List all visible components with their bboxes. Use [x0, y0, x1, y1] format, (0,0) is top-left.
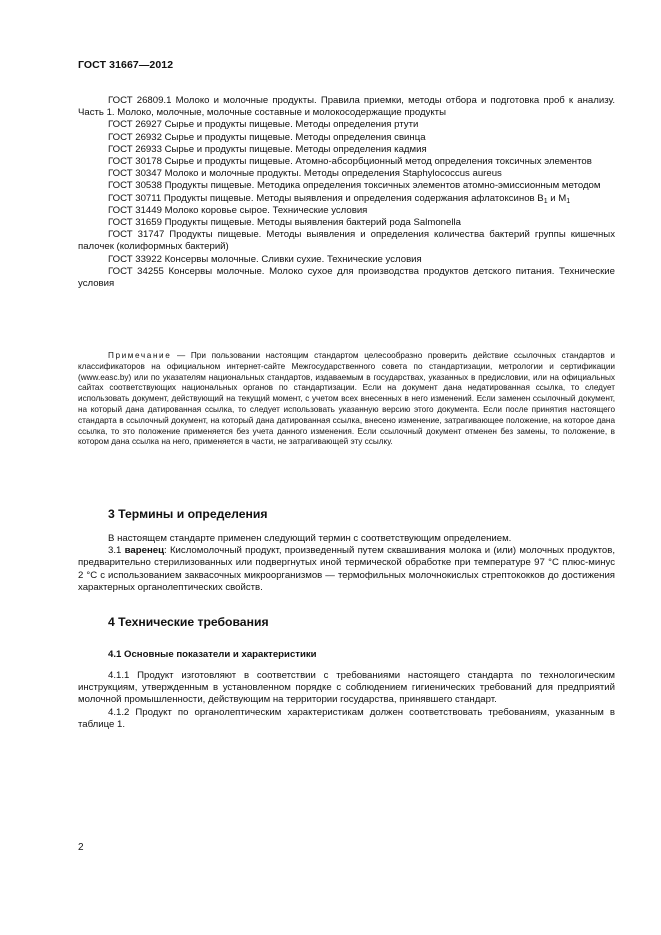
paragraph-4-1-1: 4.1.1 Продукт изготовляют в соответствии с требованиями настоящего стандарта по технологическим инструкциям, утвержденным в установленном порядке с соблюдением гигиенических требований для предприятий молочной промышленности, действующим на территории государства, принявшего стандарт. — [78, 670, 615, 706]
page-number: 2 — [78, 842, 84, 853]
subscript: 1 — [543, 197, 548, 205]
term-name: варенец — [124, 545, 164, 557]
reference-item: ГОСТ 26932 Сырье и продукты пищевые. Методы определения свинца — [108, 131, 426, 143]
subsection-4-1-title: 4.1 Основные показатели и характеристики — [108, 649, 317, 660]
reference-item: ГОСТ 30347 Молоко и молочные продукты. Методы определения Staphylococcus aureus — [108, 168, 502, 180]
term-number: 3.1 — [108, 545, 125, 557]
reference-item: ГОСТ 26809.1 Молоко и молочные продукты. Правила приемки, методы отбора и подготовка проб к анализу. Часть 1. Молоко, молочные, молочные составные и молокосодержащие продукты — [78, 95, 615, 119]
reference-item: ГОСТ 31659 Продукты пищевые. Методы выявления бактерий рода Salmonella — [108, 217, 461, 229]
section-3-title: 3 Термины и определения — [108, 507, 268, 521]
normative-references-list — [78, 95, 615, 290]
reference-text: и M — [547, 192, 567, 204]
paragraph-4-1-2: 4.1.2 Продукт по органолептическим характеристикам должен соответствовать требованиям, указанным в таблице 1. — [78, 706, 615, 730]
section-3-intro: В настоящем стандарте применен следующий термин с соответствующим определением. — [108, 533, 512, 544]
reference-item: ГОСТ 30538 Продукты пищевые. Методика определения токсичных элементов атомно-эмиссионным методом — [108, 180, 601, 192]
section-4-body — [78, 670, 615, 731]
note-text: — При пользовании настоящим стандартом целесообразно проверить действие ссылочных стандартов и классификаторов на официальном интернет-сайте Межгосударственного совета по стандартизации, метрологии и сертификации (www.easc.by) или по указателям национальных стандартов, издаваемым в государствах, указанных в предисловии, или на официальных сайтах соответствующих национальных органов по стандартизации. Если на документ дана недатированная ссылка, то следует использовать документ, действующий на текущий момент, с учетом всех внесенных в него изменений. Если заменен ссылочный документ, на который дана датированная ссылка, то следует использовать указанную версию этого документа. Если после принятия настоящего стандарта в ссылочный документ, на который дана датированная ссылка, внесено изменение, затрагивающее положение, на которое дана ссылка, то это положение применяется без учета данного изменения. Если ссылочный документ отменен без замены, то положение, в котором дана ссылка на него, применяется в части, не затрагивающей эту ссылку. — [78, 351, 615, 447]
note-paragraph — [78, 351, 615, 448]
subscript: 1 — [566, 197, 571, 205]
note-label: Примечание — [108, 351, 172, 360]
reference-item: ГОСТ 34255 Консервы молочные. Молоко сухое для производства продуктов детского питания. Технические условия — [78, 265, 615, 290]
term-definition-text: : Кисломолочный продукт, произведенный путем сквашивания молока и (или) молочных продуктов, предварительно стерилизованных или подвергнутых иной термической обработке при температуре 97 °С плюс-минус 2 °С с использованием заквасочных микроорганизмов — термофильных молочнокислых стрептококков до достижения характерных органолептических свойств. — [78, 545, 615, 593]
term-definition — [78, 545, 615, 594]
reference-item: ГОСТ 33922 Консервы молочные. Сливки сухие. Технические условия — [108, 253, 422, 265]
reference-item: ГОСТ 26933 Сырье и продукты пищевые. Методы определения кадмия — [108, 143, 427, 155]
reference-item — [78, 193, 615, 205]
reference-item: ГОСТ 31747 Продукты пищевые. Методы выявления и определения количества бактерий группы кишечных палочек (колиформных бактерий) — [78, 229, 615, 253]
note-block — [78, 351, 615, 448]
reference-item: ГОСТ 30178 Сырье и продукты пищевые. Атомно-абсорбционный метод определения токсичных элементов — [108, 156, 592, 168]
section-4-title: 4 Технические требования — [108, 615, 269, 629]
reference-item: ГОСТ 31449 Молоко коровье сырое. Технические условия — [108, 204, 368, 216]
document-header: ГОСТ 31667—2012 — [78, 59, 174, 71]
reference-item: ГОСТ 26927 Сырье и продукты пищевые. Методы определения ртути — [108, 119, 419, 131]
section-3-body — [78, 533, 615, 594]
reference-text: ГОСТ 30711 Продукты пищевые. Методы выявления и определения содержания афлатоксинов B — [108, 192, 544, 204]
